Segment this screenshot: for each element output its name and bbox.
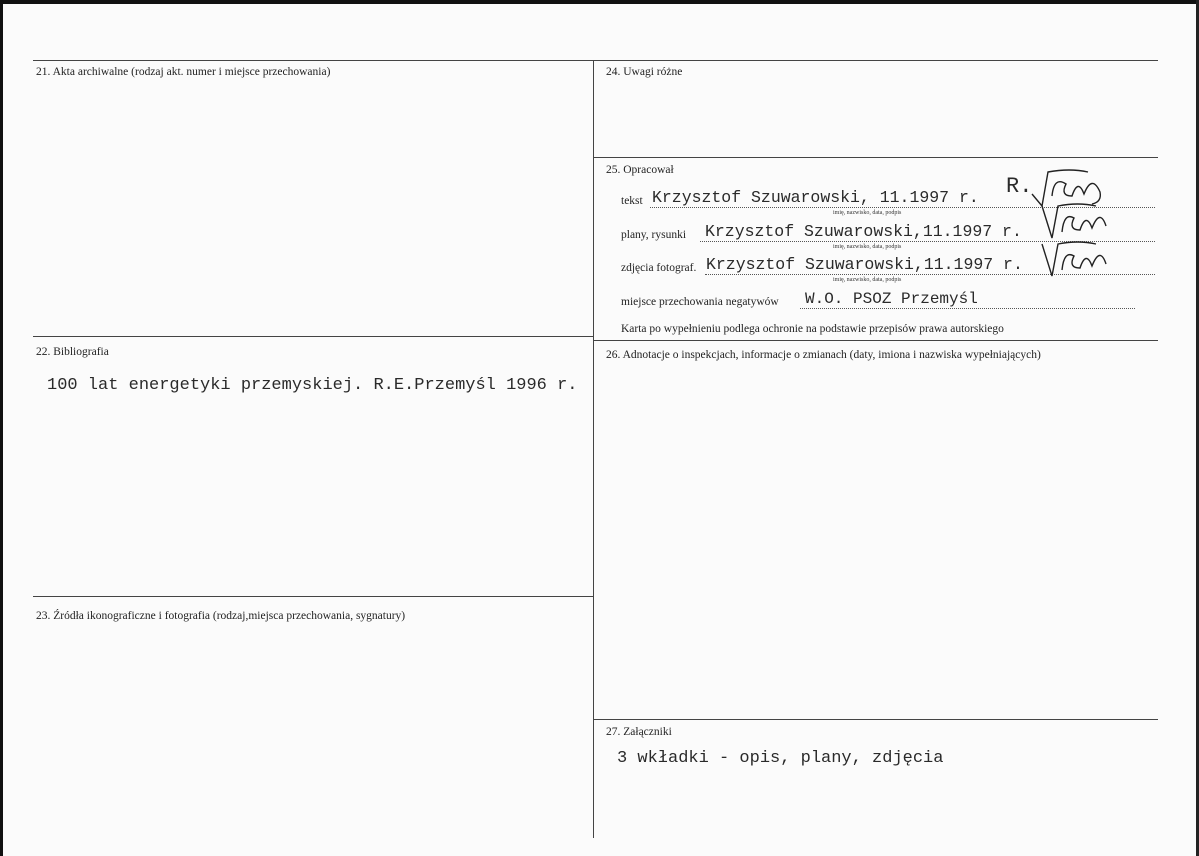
negatives-location-line (800, 308, 1135, 309)
photos-author-label: zdjęcia fotograf. (621, 262, 697, 274)
row-divider (33, 60, 1158, 61)
row-divider (33, 596, 593, 597)
section-27-label: 27. Załączniki (606, 726, 672, 738)
negatives-location-value: W.O. PSOZ Przemyśl (805, 290, 978, 308)
column-divider (593, 60, 594, 838)
row-divider (593, 340, 1158, 341)
text-author-signature-prefix: R. (1006, 174, 1033, 199)
page-top-border (0, 0, 1199, 4)
attachments-value: 3 wkładki - opis, plany, zdjęcia (617, 749, 944, 768)
photos-author-caption: imię, nazwisko, data, podpis (833, 277, 902, 283)
photos-author-value: Krzysztof Szuwarowski,11.1997 r. (706, 255, 1023, 274)
row-divider (593, 719, 1158, 720)
text-author-label: tekst (621, 195, 643, 207)
section-22-label: 22. Bibliografia (36, 346, 109, 358)
row-divider (33, 336, 593, 337)
plans-author-value: Krzysztof Szuwarowski,11.1997 r. (705, 222, 1022, 241)
section-21-label: 21. Akta archiwalne (rodzaj akt. numer i miejsce przechowania) (36, 66, 331, 78)
copyright-note: Karta po wypełnieniu podlega ochronie na podstawie przepisów prawa autorskiego (621, 323, 1004, 335)
text-author-caption: imię, nazwisko, data, podpis (833, 210, 902, 216)
section-23-label: 23. Źródła ikonograficzne i fotografia (rodzaj,miejsca przechowania, sygnatury) (36, 610, 406, 622)
section-25-label: 25. Opracował (606, 164, 674, 176)
signature-mark (1040, 236, 1115, 282)
section-24-label: 24. Uwagi różne (606, 66, 683, 78)
row-divider (593, 157, 1158, 158)
page-left-border (0, 0, 3, 856)
text-author-value: Krzysztof Szuwarowski, 11.1997 r. (652, 188, 979, 207)
plans-author-label: plany, rysunki (621, 229, 687, 241)
bibliography-entry: 100 lat energetyki przemyskiej. R.E.Przemyśl 1996 r. (47, 376, 578, 395)
negatives-location-label: miejsce przechowania negatywów (621, 296, 779, 308)
plans-author-caption: imię, nazwisko, data, podpis (833, 244, 902, 250)
section-26-label: 26. Adnotacje o inspekcjach, informacje o zmianach (daty, imiona i nazwiska wypełniających) (606, 349, 1041, 361)
